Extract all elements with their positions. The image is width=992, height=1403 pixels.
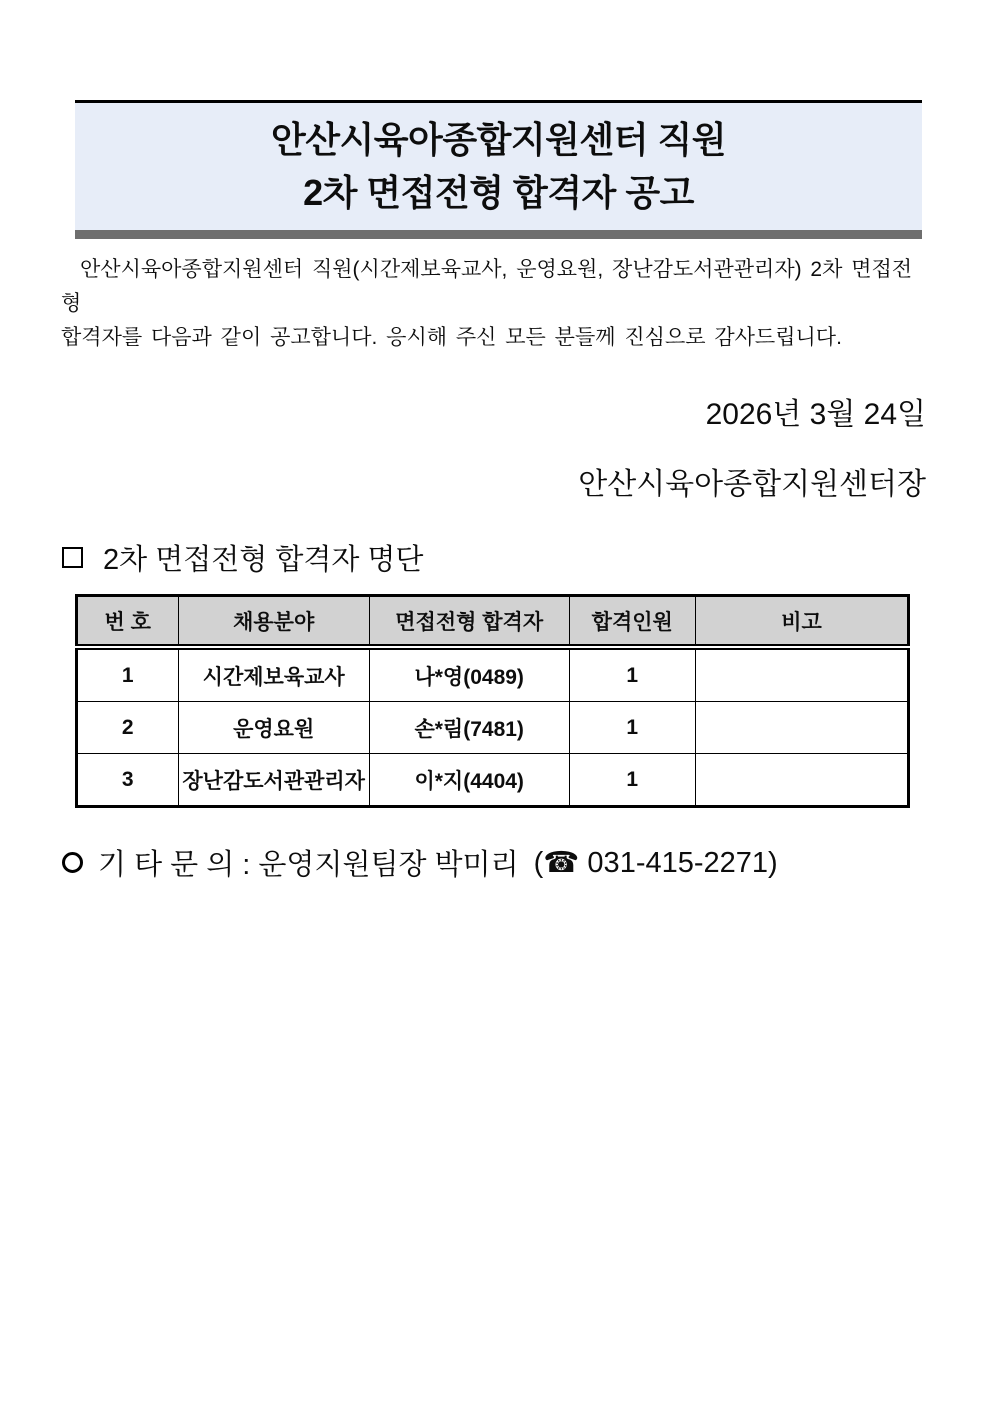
cell-note xyxy=(695,647,908,702)
table-header-row xyxy=(77,596,909,648)
passers-table xyxy=(75,594,910,808)
cell-passer: 나*영(0489) xyxy=(369,647,569,702)
cell-note xyxy=(695,754,908,807)
cell-field: 시간제보육교사 xyxy=(178,647,369,702)
cell-count: 1 xyxy=(569,754,695,807)
cell-number: 3 xyxy=(77,754,179,807)
page-title-line2: 2차 면접전형 합격자 공고 xyxy=(303,172,694,213)
passers-table-wrap xyxy=(75,594,910,808)
contact-phone: (☎ 031-415-2271) xyxy=(533,847,778,879)
column-header-passer: 면접전형 합격자 xyxy=(369,596,569,648)
intro-line: 안산시육아종합지원센터 직원(시간제보육교사, 운영요원, 장난감도서관관리자) 2차 면접전형 xyxy=(61,258,913,315)
page-header xyxy=(75,100,922,239)
contact-text: 기 타 문 의 : 운영지원팀장 박미리 xyxy=(98,849,519,881)
intro-paragraph xyxy=(61,253,928,355)
cell-number: 2 xyxy=(77,702,179,754)
square-bullet-icon xyxy=(62,547,83,568)
cell-field: 운영요원 xyxy=(178,702,369,754)
table-row xyxy=(77,702,909,754)
column-header-field: 채용분야 xyxy=(178,596,369,648)
cell-note xyxy=(695,702,908,754)
cell-field: 장난감도서관관리자 xyxy=(178,754,369,807)
section-heading xyxy=(62,537,992,578)
section-heading-label: 2차 면접전형 합격자 명단 xyxy=(103,544,424,576)
column-header-number: 번 호 xyxy=(77,596,179,648)
circle-bullet-icon xyxy=(62,852,83,873)
title-banner xyxy=(75,103,922,230)
contact-line xyxy=(62,842,992,883)
announcement-date: 2026년 3월 24일 xyxy=(705,398,926,431)
table-row xyxy=(77,647,909,702)
cell-number: 1 xyxy=(77,647,179,702)
cell-count: 1 xyxy=(569,647,695,702)
cell-passer: 이*지(4404) xyxy=(369,754,569,807)
intro-line: 합격자를 다음과 같이 공고합니다. 응시해 주신 모든 분들께 진심으로 감사드립니다. xyxy=(61,326,842,349)
cell-count: 1 xyxy=(569,702,695,754)
table-row xyxy=(77,754,909,807)
signature: 안산시육아종합지원센터장 xyxy=(578,468,926,501)
column-header-count: 합격인원 xyxy=(569,596,695,648)
header-bottom-bar xyxy=(75,230,922,239)
column-header-note: 비고 xyxy=(695,596,908,648)
cell-passer: 손*림(7481) xyxy=(369,702,569,754)
page-title-line1: 안산시육아종합지원센터 직원 xyxy=(270,119,727,160)
